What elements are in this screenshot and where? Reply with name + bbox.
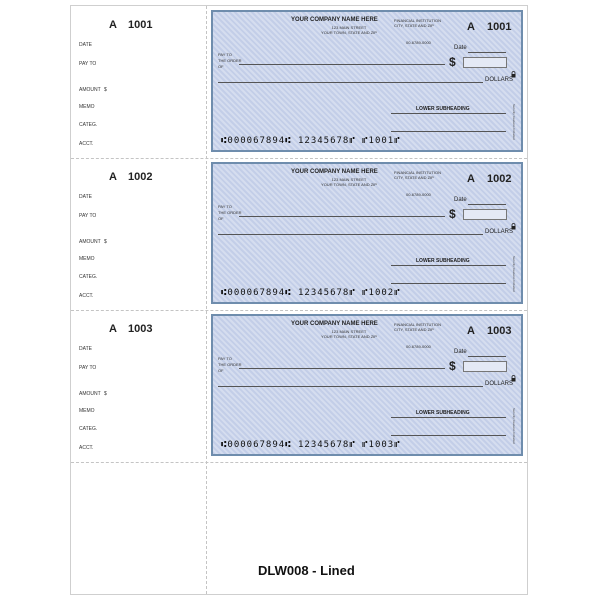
stub-pay-to-label: PAY TO [79, 365, 97, 371]
lower-subheading: LOWER SUBHEADING [416, 106, 470, 112]
padlock-icon [511, 223, 516, 230]
stub-amount-currency: $ [104, 391, 107, 397]
bank-name: FINANCIAL INSTITUTION [394, 322, 441, 327]
address-line: YOUR TOWN, STATE AND ZIP [321, 334, 377, 339]
date-line [468, 204, 506, 205]
date-label: Date [454, 197, 467, 203]
amount-words-line [218, 386, 483, 387]
stub-prefix: A [109, 19, 117, 31]
signature-line [391, 265, 506, 266]
stub-acct-label: ACCT. [79, 141, 94, 147]
security-features-text: Security Features Included [512, 104, 516, 140]
stub-amount-label: AMOUNT [79, 239, 101, 245]
horizontal-perforation [71, 462, 527, 463]
check-prefix: A [467, 21, 475, 33]
signature-line [391, 417, 506, 418]
date-label: Date [454, 349, 467, 355]
address-line: YOUR TOWN, STATE AND ZIP [321, 182, 377, 187]
check-prefix: A [467, 325, 475, 337]
security-features-text: Security Features Included [512, 408, 516, 444]
check-number: 1001 [487, 21, 512, 33]
check [211, 10, 523, 152]
micr-line: ⑆000067894⑆ 12345678⑈ ⑈1001⑈ [221, 136, 401, 146]
pay-label-line: OF [218, 216, 224, 221]
pay-to-label [218, 52, 242, 70]
stub-check-number: 1003 [128, 323, 153, 335]
bank-location: CITY, STATE AND ZIP [394, 327, 434, 332]
address-line: 123 MAIN STREET [331, 329, 367, 334]
address-line: 123 MAIN STREET [331, 25, 367, 30]
bank-info [394, 170, 441, 180]
stub-check-number: 1002 [128, 171, 153, 183]
address-line: YOUR TOWN, STATE AND ZIP [321, 30, 377, 35]
check [211, 314, 523, 456]
signature-line [391, 131, 506, 132]
security-features-text: Security Features Included [512, 256, 516, 292]
date-line [468, 356, 506, 357]
bank-info [394, 322, 441, 332]
stub-categ-label: CATEG. [79, 122, 98, 128]
date-label: Date [454, 45, 467, 51]
amount-box [463, 209, 507, 220]
stub-amount-label: AMOUNT [79, 87, 101, 93]
pay-label-line: THE ORDER [218, 58, 242, 63]
stub-prefix: A [109, 171, 117, 183]
lower-subheading: LOWER SUBHEADING [416, 410, 470, 416]
amount-box [463, 57, 507, 68]
company-address [301, 177, 397, 187]
stub-categ-label: CATEG. [79, 426, 98, 432]
pay-label-line: THE ORDER [218, 362, 242, 367]
company-address [301, 25, 397, 35]
routing-fraction: 00-6789-0000 [406, 192, 431, 197]
dollar-sign: $ [449, 359, 456, 373]
stub-amount-label: AMOUNT [79, 391, 101, 397]
check-stub [71, 310, 206, 462]
company-name: YOUR COMPANY NAME HERE [291, 169, 378, 175]
stub-memo-label: MEMO [79, 256, 95, 262]
dollars-label: DOLLARS [485, 77, 514, 83]
amount-words-line [218, 234, 483, 235]
pay-label-line: OF [218, 368, 224, 373]
signature-line [391, 283, 506, 284]
check-number: 1002 [487, 173, 512, 185]
amount-words-line [218, 82, 483, 83]
signature-line [391, 113, 506, 114]
check-prefix: A [467, 173, 475, 185]
product-caption: DLW008 - Lined [258, 563, 355, 578]
padlock-icon [511, 375, 516, 382]
company-name: YOUR COMPANY NAME HERE [291, 17, 378, 23]
payee-line [239, 368, 445, 369]
company-name: YOUR COMPANY NAME HERE [291, 321, 378, 327]
stub-amount-currency: $ [104, 87, 107, 93]
pay-label-line: PAY TO [218, 204, 232, 209]
routing-fraction: 00-6789-0000 [406, 344, 431, 349]
pay-to-label [218, 204, 242, 222]
bank-location: CITY, STATE AND ZIP [394, 175, 434, 180]
bank-location: CITY, STATE AND ZIP [394, 23, 434, 28]
payee-line [239, 64, 445, 65]
bank-info [394, 18, 441, 28]
dollars-label: DOLLARS [485, 229, 514, 235]
stub-categ-label: CATEG. [79, 274, 98, 280]
check-number: 1003 [487, 325, 512, 337]
stub-prefix: A [109, 323, 117, 335]
check [211, 162, 523, 304]
stub-pay-to-label: PAY TO [79, 61, 97, 67]
date-line [468, 52, 506, 53]
stub-memo-label: MEMO [79, 104, 95, 110]
padlock-icon [511, 71, 516, 78]
dollars-label: DOLLARS [485, 381, 514, 387]
pay-to-label [218, 356, 242, 374]
pay-label-line: PAY TO [218, 52, 232, 57]
check-stub [71, 158, 206, 310]
lower-subheading: LOWER SUBHEADING [416, 258, 470, 264]
pay-label-line: THE ORDER [218, 210, 242, 215]
company-address [301, 329, 397, 339]
check-stub [71, 6, 206, 158]
dollar-sign: $ [449, 207, 456, 221]
dollar-sign: $ [449, 55, 456, 69]
stub-acct-label: ACCT. [79, 293, 94, 299]
stub-date-label: DATE [79, 346, 92, 352]
check-sheet [70, 5, 528, 595]
vertical-perforation [206, 6, 207, 594]
stub-date-label: DATE [79, 42, 92, 48]
signature-line [391, 435, 506, 436]
stub-memo-label: MEMO [79, 408, 95, 414]
routing-fraction: 00-6789-0000 [406, 40, 431, 45]
stub-pay-to-label: PAY TO [79, 213, 97, 219]
bank-name: FINANCIAL INSTITUTION [394, 170, 441, 175]
payee-line [239, 216, 445, 217]
stub-acct-label: ACCT. [79, 445, 94, 451]
address-line: 123 MAIN STREET [331, 177, 367, 182]
stub-amount-currency: $ [104, 239, 107, 245]
pay-label-line: OF [218, 64, 224, 69]
micr-line: ⑆000067894⑆ 12345678⑈ ⑈1002⑈ [221, 288, 401, 298]
micr-line: ⑆000067894⑆ 12345678⑈ ⑈1003⑈ [221, 440, 401, 450]
amount-box [463, 361, 507, 372]
stub-date-label: DATE [79, 194, 92, 200]
bank-name: FINANCIAL INSTITUTION [394, 18, 441, 23]
stub-check-number: 1001 [128, 19, 153, 31]
pay-label-line: PAY TO [218, 356, 232, 361]
